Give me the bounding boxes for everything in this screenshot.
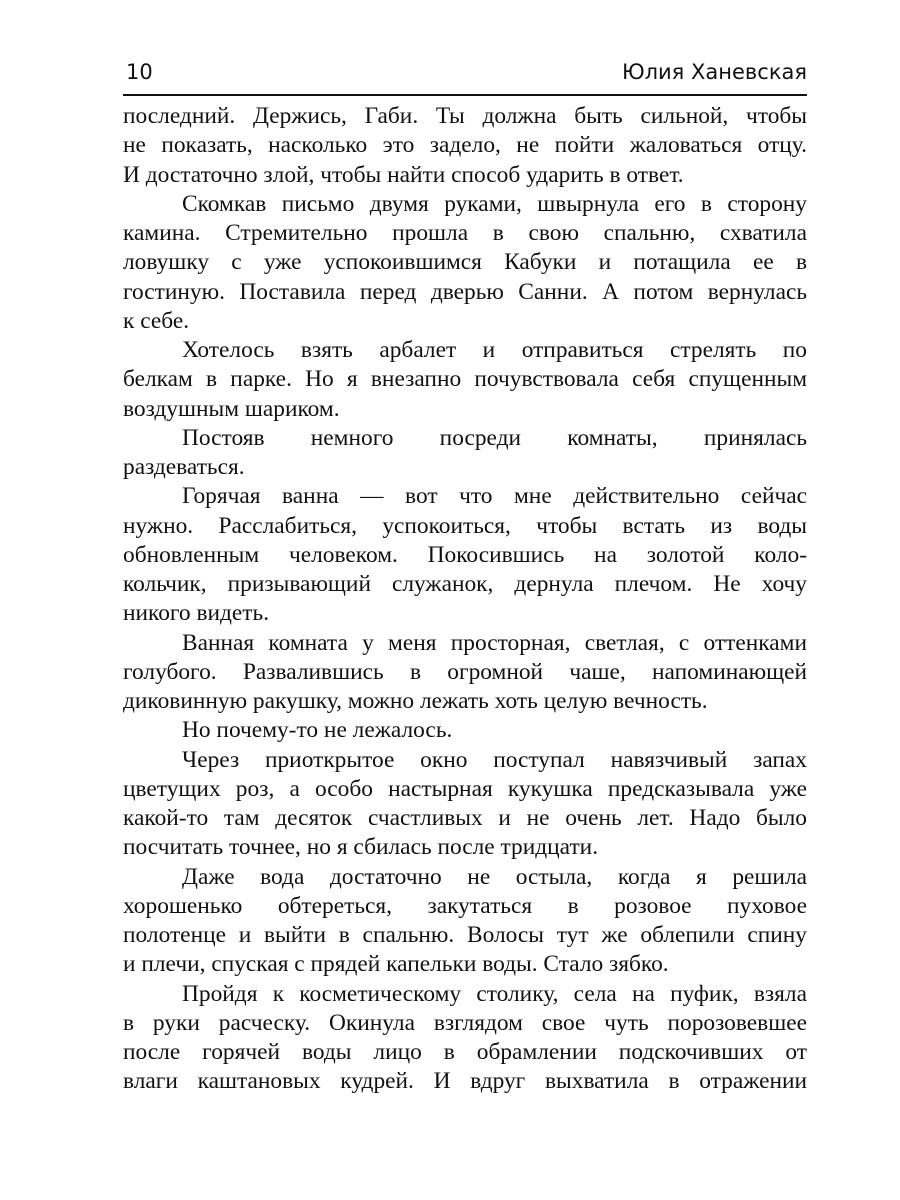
text-line: никого видеть. [123,600,270,627]
text-line: к себе. [123,307,190,334]
text-line: и плечи, спуская с прядей капельки воды. Стало зябко. [123,951,669,978]
text-line: цветущих роз, а особо настырная кукушка предсказывала уже [123,775,807,802]
text-line: нужно. Расслабиться, успокоиться, чтобы встать из воды [123,512,807,539]
text-line: белкам в парке. Но я внезапно почувствовала себя спущенным [123,366,807,393]
text-line: обновленным человеком. Покосившись на золотой коло- [123,541,807,568]
text-line: Даже вода достаточно не остыла, когда я решила [182,863,807,890]
text-line: воздушным шариком. [123,395,340,422]
text-line: гостиную. Поставила перед дверью Санни. А потом вернулась [123,278,807,305]
body-text [123,102,807,1097]
page-header [123,56,807,96]
text-line: Постояв немного посреди комнаты, принялась [182,424,807,451]
text-line: голубого. Развалившись в огромной чаше, напоминающей [123,658,807,685]
text-line: хорошенько обтереться, закутаться в розовое пуховое [123,892,807,919]
text-line: влаги каштановых кудрей. И вдруг выхватила в отражении [123,1068,807,1095]
text-line: последний. Держись, Габи. Ты должна быть сильной, чтобы [123,103,807,129]
page-number: 10 [126,60,153,84]
text-line: И достаточно злой, чтобы найти способ ударить в ответ. [123,161,684,188]
text-line: Но почему-то не лежалось. [182,717,453,744]
text-line: камина. Стремительно прошла в свою спальню, схватила [123,220,807,246]
text-line: Горячая ванна — вот что мне действительно сейчас [182,483,807,510]
text-line: Скомкав письмо двумя руками, швырнула его в сторону [182,190,807,217]
text-line: раздеваться. [123,454,245,480]
text-line: какой-то там десяток счастливых и не очень лет. Надо было [123,805,807,831]
text-line: посчитать точнее, но я сбилась после тридцати. [123,834,599,861]
text-line: Ванная комната у меня просторная, светлая, с оттенками [182,629,807,656]
text-line: ловушку с уже успокоившимся Кабуки и потащила ее в [123,249,807,276]
text-line: не показать, насколько это задело, не пойти жаловаться отцу. [123,132,807,159]
text-line: Пройдя к косметическому столику, села на пуфик, взяла [182,980,807,1007]
text-line: полотенце и выйти в спальню. Волосы тут же облепили спину [123,922,807,948]
text-line: после горячей воды лицо в обрамлении подскочивших от [123,1039,807,1065]
text-line: кольчик, призывающий служанок, дернула плечом. Не хочу [123,571,807,597]
text-line: в руки расческу. Окинула взглядом свое чуть порозовевшее [123,1009,807,1036]
text-line: диковинную ракушку, можно лежать хоть целую вечность. [123,688,708,714]
text-line: Хотелось взять арбалет и отправиться стрелять по [182,337,807,363]
running-head-author: Юлия Ханевская [621,60,807,84]
text-line: Через приоткрытое окно поступал навязчивый запах [182,746,807,773]
